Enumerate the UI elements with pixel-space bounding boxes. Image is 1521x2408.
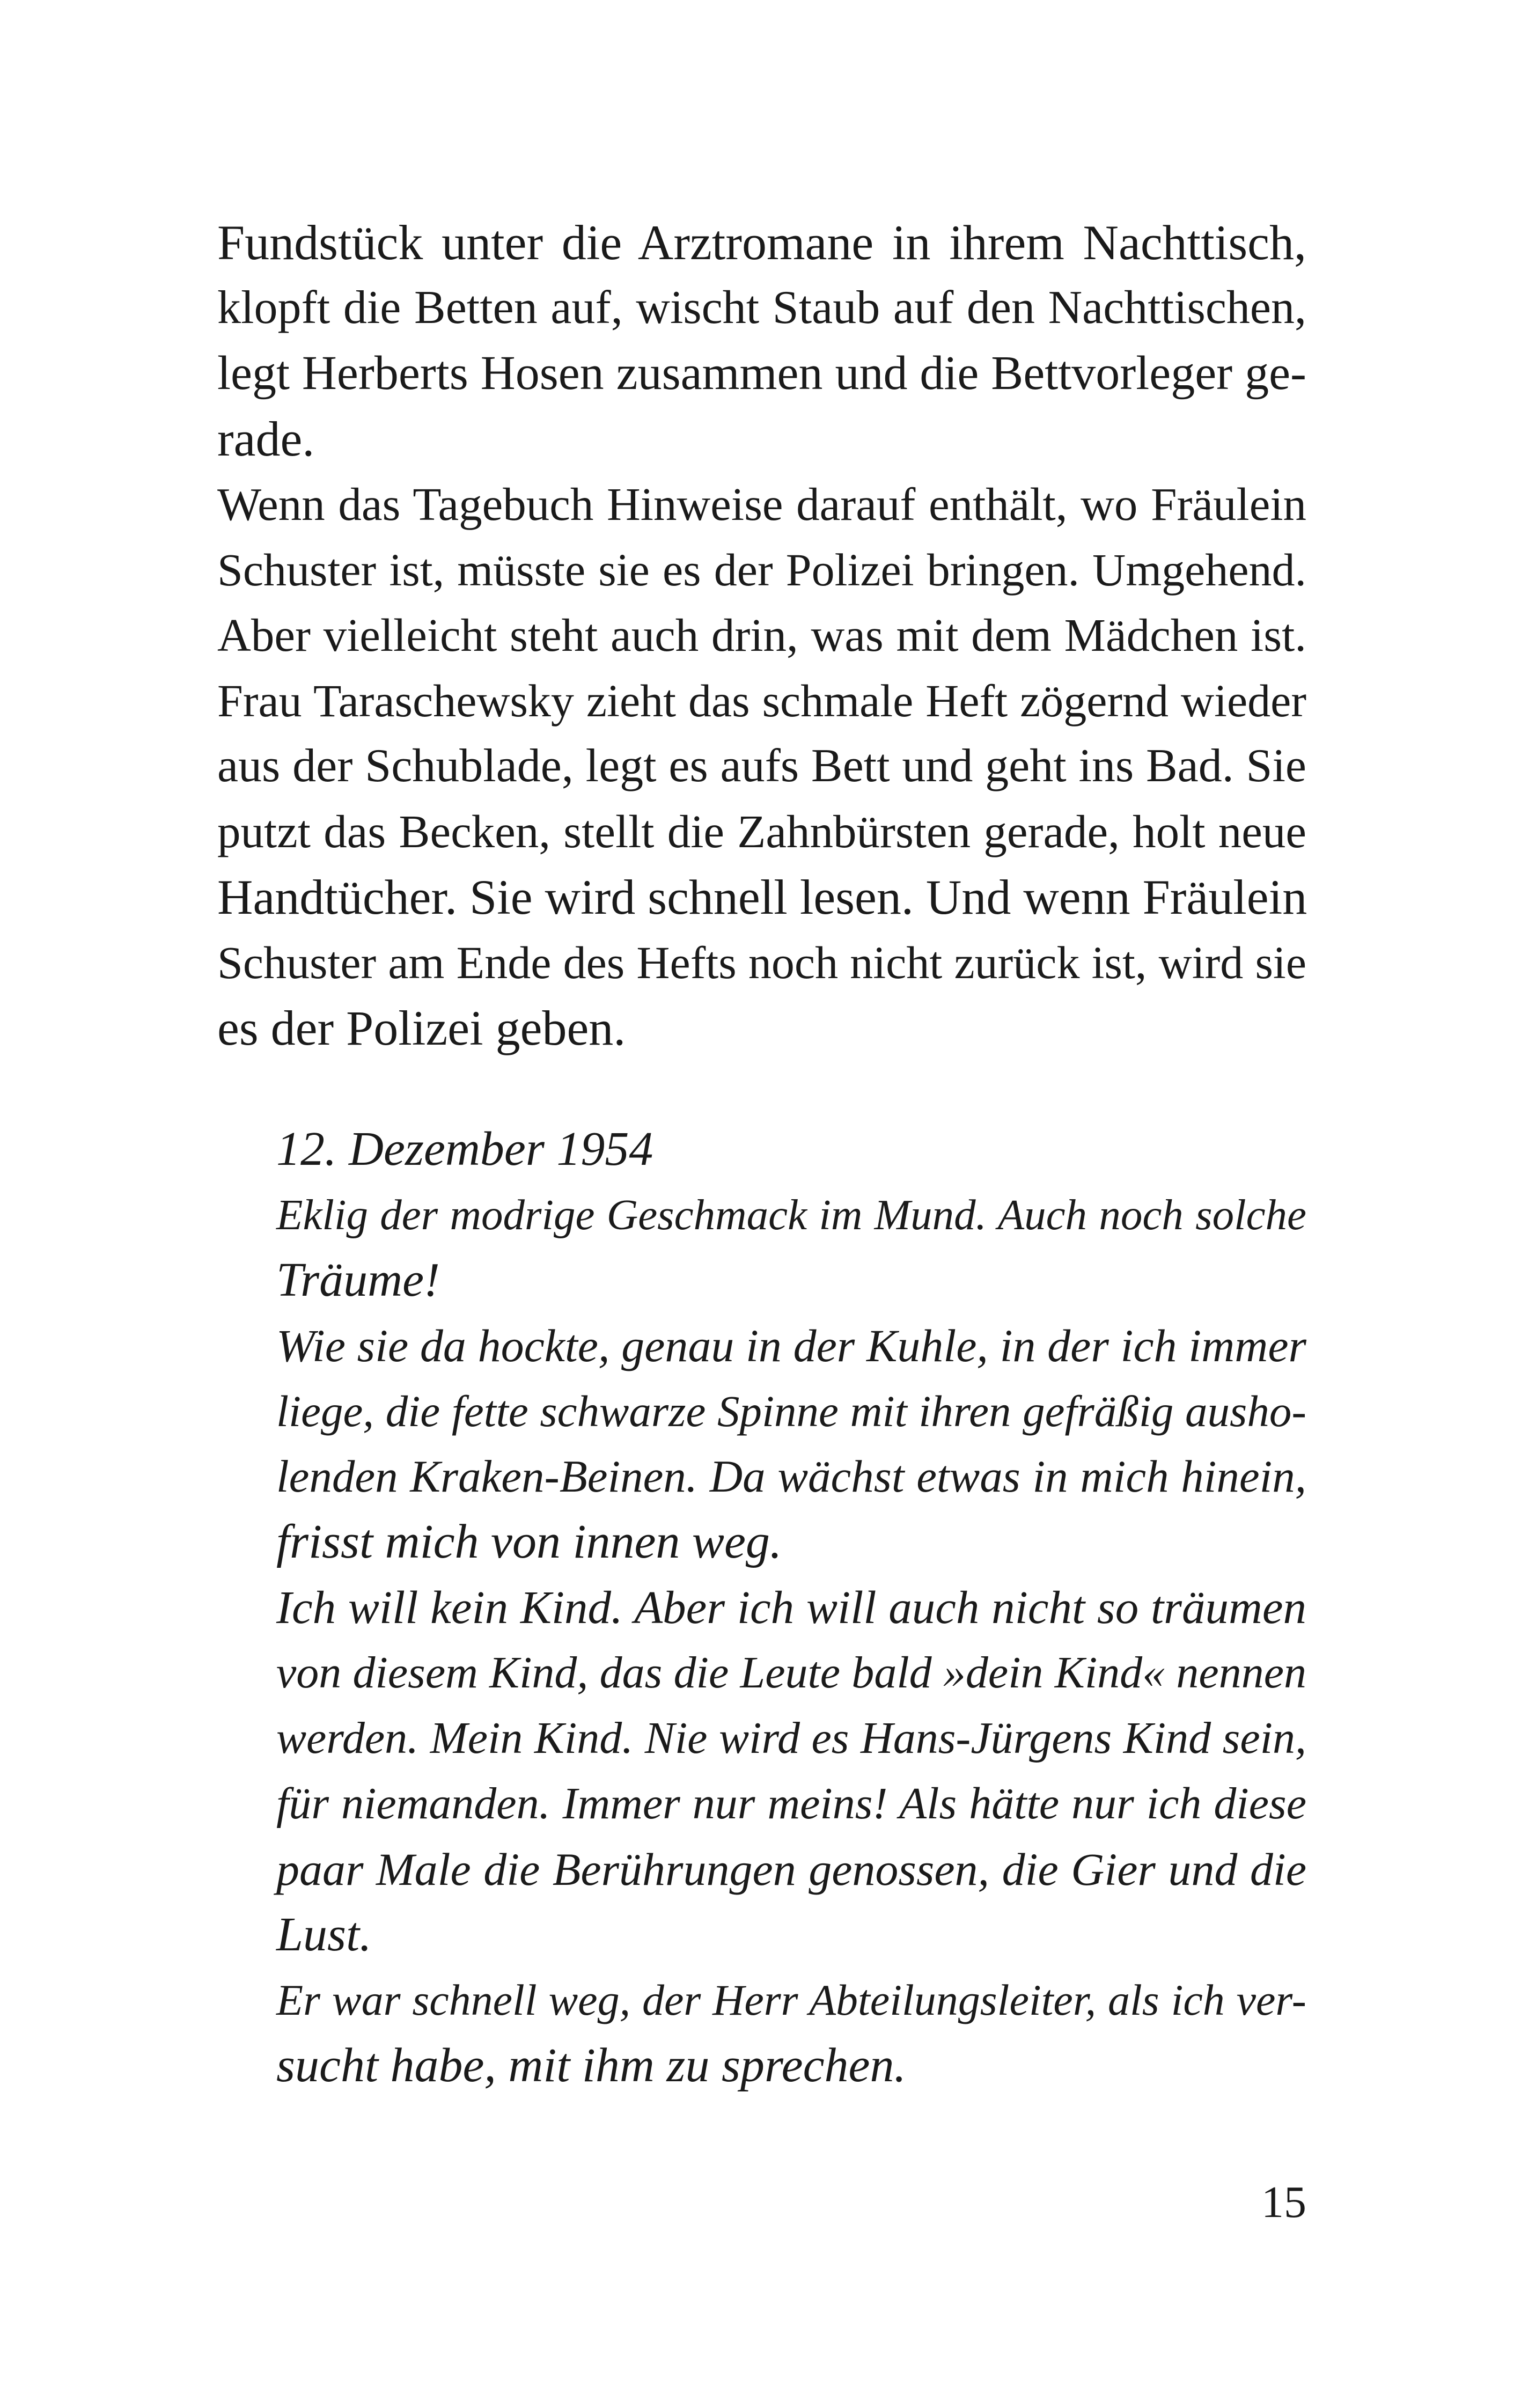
diary-line: für niemanden. Immer nur meins! Als hätte nur ich diese	[276, 1779, 1306, 1829]
text-line: Schuster ist, müsste sie es der Polizei bringen. Umgehend.	[217, 544, 1306, 596]
diary-line: frisst mich von innen weg.	[276, 1515, 782, 1568]
text-line: Frau Taraschewsky zieht das schmale Heft zögernd wieder	[217, 675, 1306, 726]
diary-line: Ich will kein Kind. Aber ich will auch nicht so träumen	[276, 1581, 1306, 1633]
diary-line: von diesem Kind, das die Leute bald »dein Kind« nennen	[276, 1648, 1306, 1698]
text-line: putzt das Becken, stellt die Zahnbürsten gerade, holt neue	[217, 805, 1306, 857]
text-line: Wenn das Tagebuch Hinweise darauf enthält, wo Fräulein	[217, 478, 1306, 530]
text-line: es der Polizei geben.	[217, 1001, 626, 1055]
text-line: rade.	[217, 412, 315, 466]
text-line: klopft die Betten auf, wischt Staub auf den Nachttischen,	[217, 282, 1306, 334]
diary-line: paar Male die Berührungen genossen, die Gier und die	[276, 1844, 1306, 1895]
text-line: legt Herberts Hosen zusammen und die Bettvorleger ge-	[217, 347, 1306, 400]
diary-line: Er war schnell weg, der Herr Abteilungsleiter, als ich ver-	[276, 1976, 1306, 2024]
text-line: Schuster am Ende des Hefts noch nicht zurück ist, wird sie	[217, 937, 1306, 988]
text-line: Fundstück unter die Arztromane in ihrem Nachttisch,	[217, 215, 1306, 270]
text-line: aus der Schublade, legt es aufs Bett und geht ins Bad. Sie	[217, 740, 1306, 792]
diary-date: 12. Dezember 1954	[276, 1122, 653, 1176]
diary-line: sucht habe, mit ihm zu sprechen.	[276, 2039, 906, 2092]
diary-line: lenden Kraken-Beinen. Da wächst etwas in mich hinein,	[276, 1451, 1306, 1502]
diary-line: Wie sie da hockte, genau in der Kuhle, in der ich immer	[276, 1320, 1306, 1371]
text-line: Handtücher. Sie wird schnell lesen. Und wenn Fräulein	[217, 870, 1307, 924]
diary-line: Träume!	[276, 1253, 440, 1306]
diary-line: liege, die fette schwarze Spinne mit ihren gefräßig ausho-	[276, 1386, 1306, 1436]
text-line: Aber vielleicht steht auch drin, was mit dem Mädchen ist.	[217, 609, 1306, 661]
page-number: 15	[1261, 2177, 1306, 2227]
diary-line: werden. Mein Kind. Nie wird es Hans-Jürgens Kind sein,	[276, 1713, 1306, 1763]
diary-line: Eklig der modrige Geschmack im Mund. Auch noch solche	[276, 1191, 1306, 1239]
diary-line: Lust.	[276, 1908, 372, 1961]
